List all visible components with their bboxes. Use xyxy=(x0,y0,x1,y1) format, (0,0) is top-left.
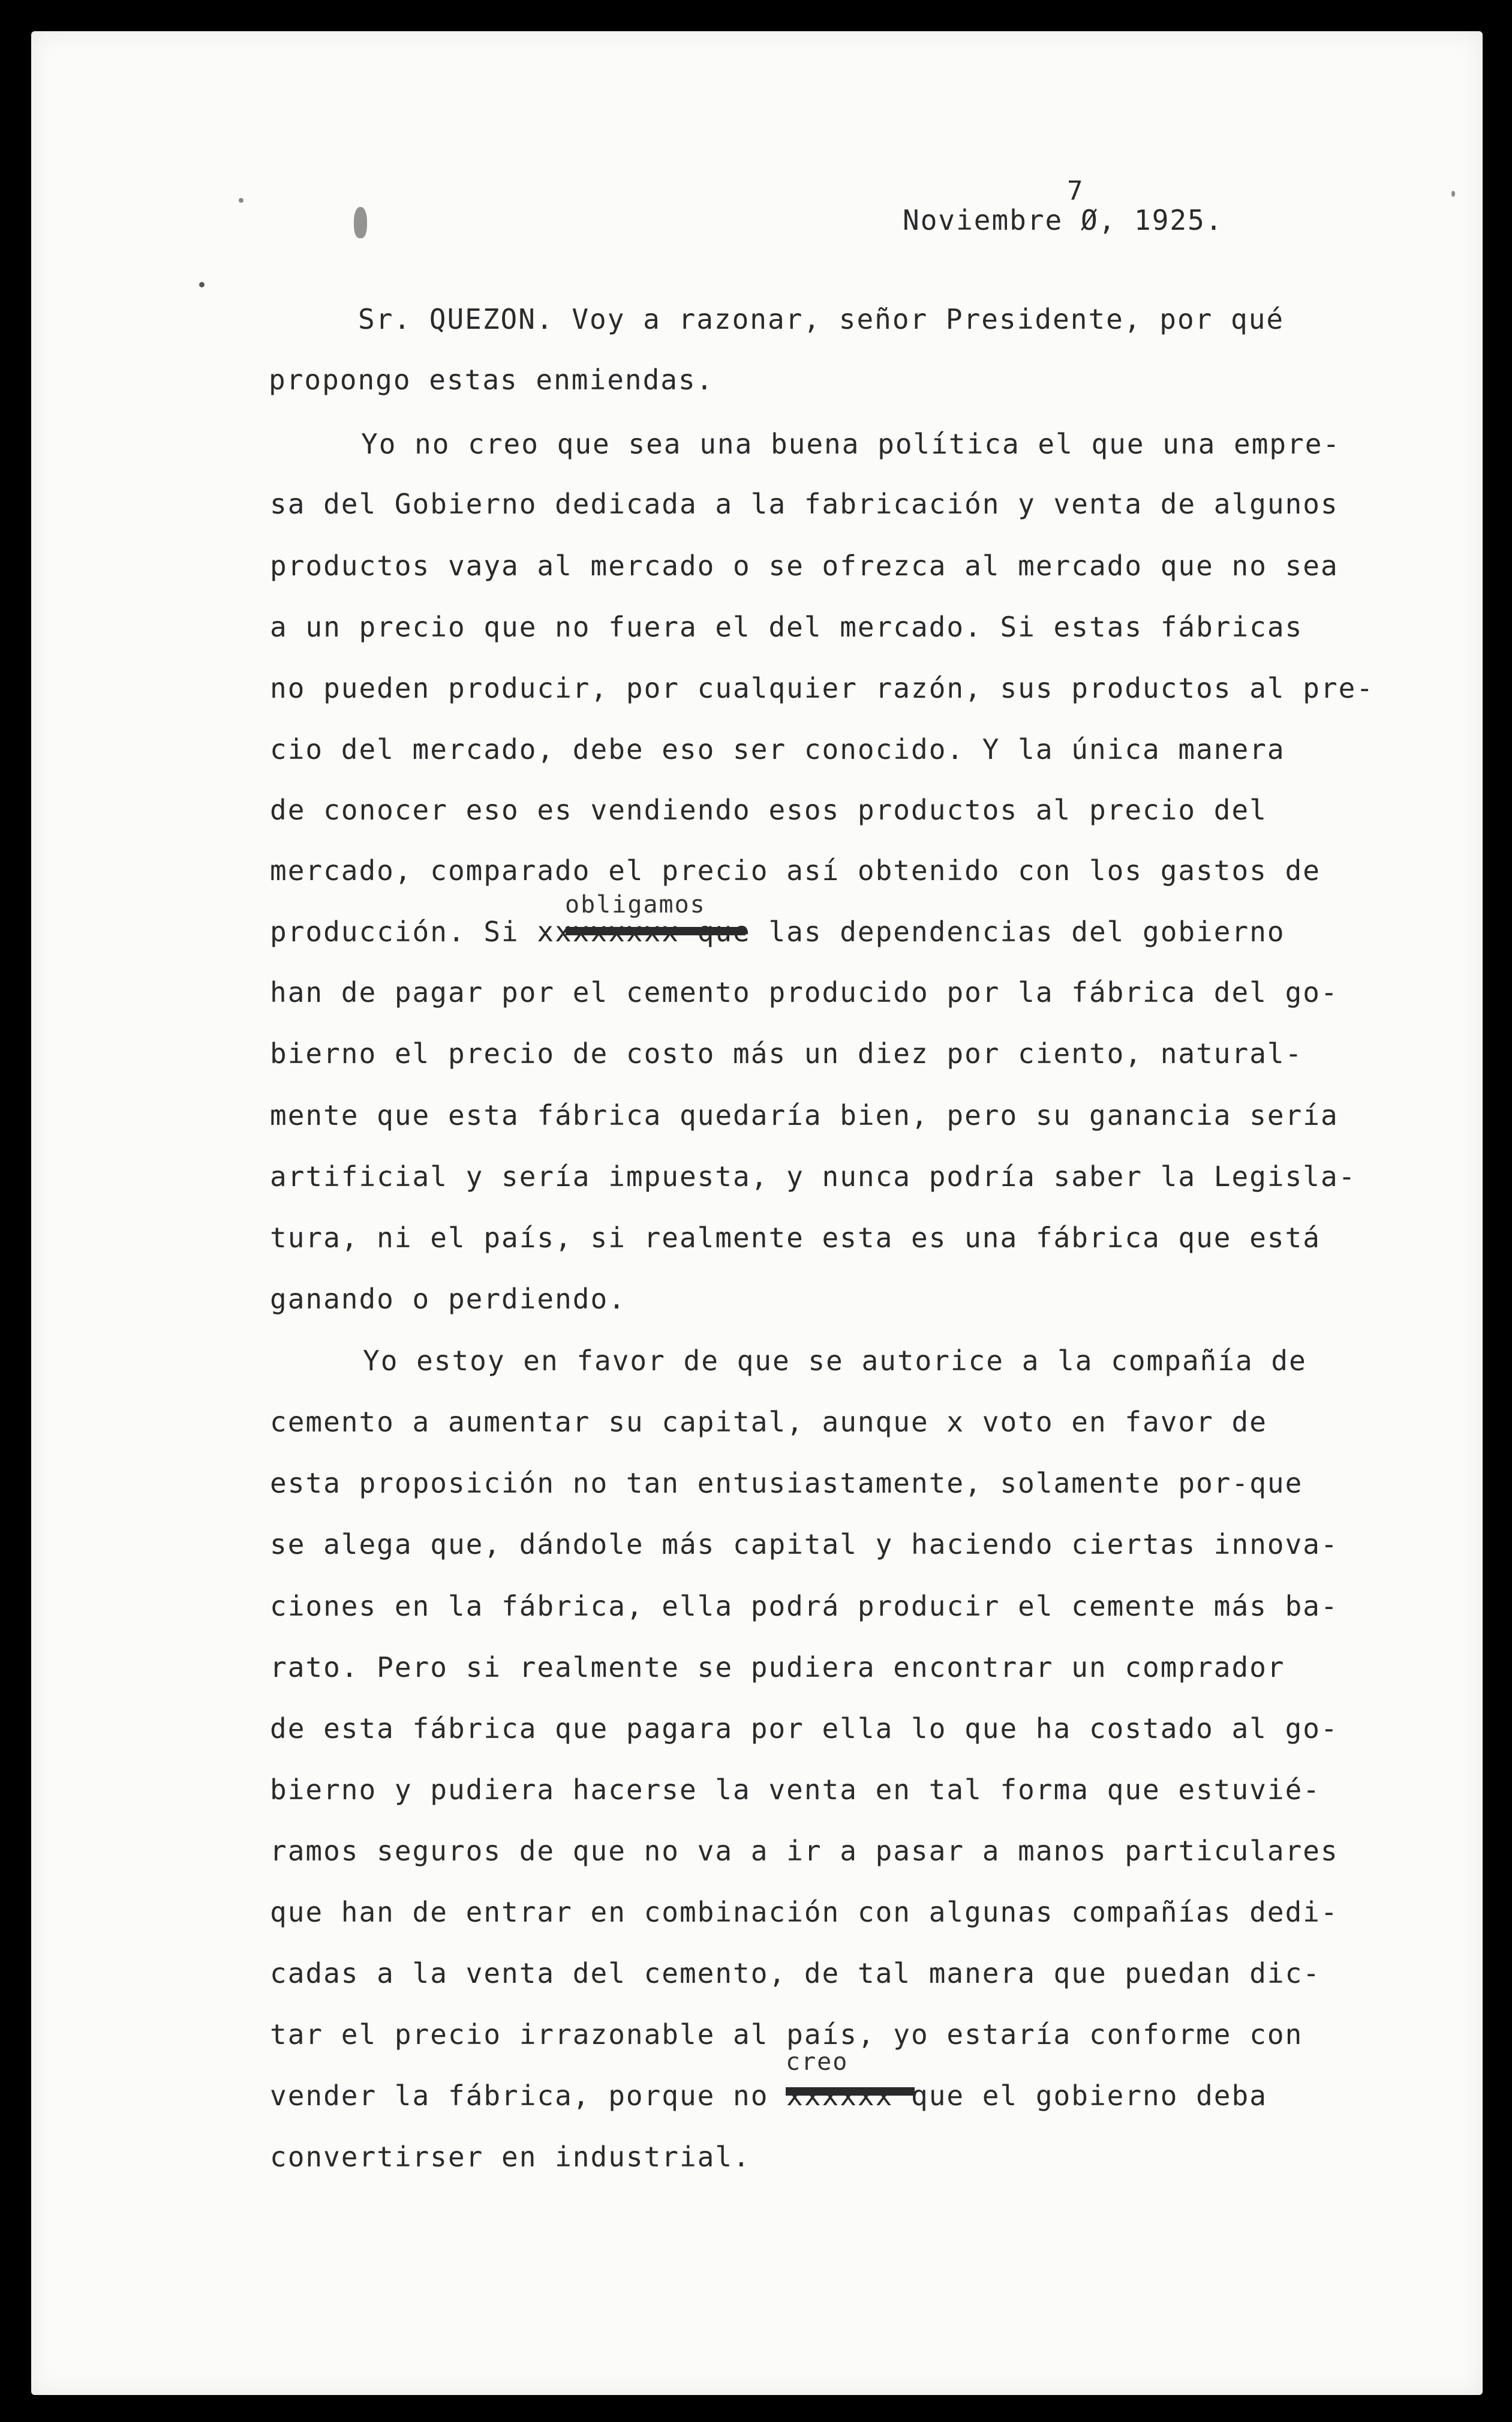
text-line: rato. Pero si realmente se pudiera encontrar un comprador xyxy=(270,1651,1285,1683)
ink-blot-mark xyxy=(354,207,367,238)
text-line: tura, ni el país, si realmente esta es una fábrica que está xyxy=(270,1221,1321,1254)
text-line: de esta fábrica que pagara por ella lo que ha costado al go- xyxy=(270,1712,1339,1745)
document-date: Noviembre Ø, 1925. xyxy=(903,204,1224,236)
text-line: mente que esta fábrica quedaría bien, pero su ganancia sería xyxy=(270,1099,1339,1132)
text-line: se alega que, dándole más capital y haciendo ciertas innova- xyxy=(270,1528,1339,1560)
text-line: han de pagar por el cemento producido por la fábrica del go- xyxy=(270,976,1339,1009)
text-line: no pueden producir, por cualquier razón, sus productos al pre- xyxy=(270,672,1375,704)
text-line: bierno el precio de costo más un diez por ciento, natural- xyxy=(270,1037,1303,1070)
text-line: vender la fábrica, porque no xxxxxx que el gobierno deba xyxy=(270,2079,1267,2112)
text-line: Yo estoy en favor de que se autorice a la compañía de xyxy=(363,1344,1307,1377)
text-line: Sr. QUEZON. Voy a razonar, señor Presidente, por qué xyxy=(358,303,1285,335)
page-number: 7 xyxy=(1067,176,1084,206)
text-line: a un precio que no fuera el del mercado. Si estas fábricas xyxy=(270,611,1303,643)
text-line: convertirser en industrial. xyxy=(270,2141,751,2173)
text-line: Yo no creo que sea una buena política el que una empre- xyxy=(361,428,1341,460)
paper-speck xyxy=(239,198,244,203)
text-line: producción. Si xxxxxxxx que las dependencias del gobierno xyxy=(270,916,1285,948)
text-line: que han de entrar en combinación con algunas compañías dedi- xyxy=(270,1896,1339,1928)
text-line: productos vaya al mercado o se ofrezca al mercado que no sea xyxy=(270,550,1339,582)
text-line: sa del Gobierno dedicada a la fabricación y venta de algunos xyxy=(270,488,1339,520)
text-line: ramos seguros de que no va a ir a pasar a manos particulares xyxy=(270,1835,1339,1867)
text-line: cio del mercado, debe eso ser conocido. Y la única manera xyxy=(270,733,1285,766)
text-line: cadas a la venta del cemento, de tal manera que puedan dic- xyxy=(270,1957,1321,1989)
text-line: mercado, comparado el precio así obtenido con los gastos de xyxy=(270,854,1321,887)
text-line: bierno y pudiera hacerse la venta en tal forma que estuvié- xyxy=(270,1773,1321,1806)
text-line: tar el precio irrazonable al país, yo estaría conforme con xyxy=(270,2018,1303,2051)
text-line: esta proposición no tan entusiastamente, solamente por-que xyxy=(270,1467,1303,1499)
paper-speck xyxy=(199,282,205,287)
text-line: ganando o perdiendo. xyxy=(270,1283,626,1315)
paper-speck xyxy=(1451,191,1455,197)
text-line: artificial y sería impuesta, y nunca podría saber la Legisla- xyxy=(270,1160,1357,1193)
text-line: ciones en la fábrica, ella podrá producir el cemente más ba- xyxy=(270,1590,1339,1622)
interlinear-correction-creo: creo xyxy=(786,2048,849,2076)
text-line: de conocer eso es vendiendo esos productos al precio del xyxy=(270,794,1267,826)
text-line: propongo estas enmiendas. xyxy=(269,364,714,396)
interlinear-correction-obligamos: obligamos xyxy=(565,891,706,919)
text-line: cemento a aumentar su capital, aunque x voto en favor de xyxy=(270,1406,1267,1438)
